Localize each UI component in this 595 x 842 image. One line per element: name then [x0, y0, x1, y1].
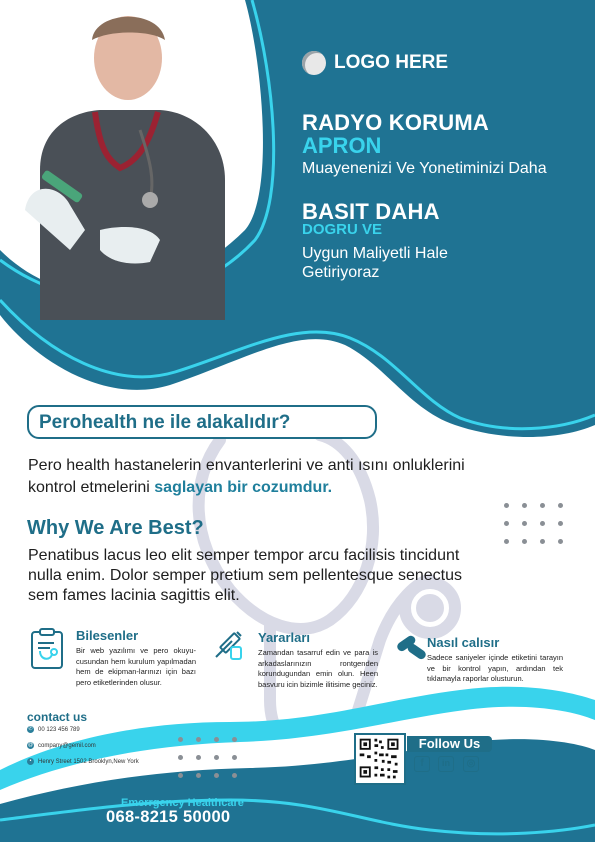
intro-highlight: saglayan bir cozumdur. [154, 479, 333, 496]
hero-text1: Muayenenizi Ve Yonetiminizi Daha [302, 160, 547, 177]
why-paragraph [28, 546, 568, 606]
why-title: Why We Are Best? [27, 517, 204, 539]
contact-address-row [27, 758, 139, 765]
facebook-icon[interactable]: f [414, 756, 430, 772]
contact-address: Henry Street 1502 Brooklyn,New York [38, 758, 139, 765]
contact-phone[interactable]: 00 123 456 789 [38, 726, 80, 733]
feature-title-1: Bilesenler [76, 628, 139, 643]
feature-body-2: Zamandan tasarruf edin ve para is arkadaslarınızın rontgenden korundugundan emin olun. Heen basvuru icin bizimle ilitisime geciniz. [258, 648, 378, 689]
contact-email-row [27, 742, 96, 749]
follow-us-label: Follow Us [407, 736, 492, 752]
feature-title-2: Yararları [258, 630, 311, 645]
feature-body-1: Bir web yazılımı ve pero okuyu-cusundan hem kurulum yapılmadan hem de ekipman-larınızı için bazı pero etiketlerinden olusur. [76, 646, 196, 687]
linkedin-icon[interactable]: in [438, 756, 454, 772]
contact-phone-row [27, 726, 80, 733]
hero-heading1-line1: RADYO KORUMA [302, 110, 489, 135]
contact-title: contact us [27, 710, 88, 724]
syringe-icon [210, 627, 246, 663]
intro-line2 [28, 477, 568, 499]
why-line1: Penatibus lacus leo elit semper tempor arcu facilisis tincidunt [28, 547, 460, 564]
phone-icon: ✆ [28, 726, 33, 732]
question-title: Perohealth ne ile alakalıdır? [39, 412, 291, 433]
logo-text: LOGO HERE [334, 52, 449, 73]
contact-email[interactable]: company@gemil.com [38, 742, 96, 749]
qr-code[interactable] [354, 733, 406, 785]
emergency-label: Emerrgency Healthcare [121, 797, 244, 809]
logo-mark [302, 51, 326, 75]
logo [302, 51, 448, 75]
emergency-phone[interactable]: 068-8215 50000 [106, 808, 231, 826]
location-icon: • [27, 758, 34, 765]
email-icon: @ [27, 742, 34, 748]
feature-title-3: Nasıl calısır [427, 635, 500, 650]
instagram-icon[interactable]: ◎ [463, 756, 479, 772]
pills-icon [393, 629, 427, 661]
question-box [27, 405, 377, 439]
dot-grid-bottom [178, 737, 237, 778]
feature-body-3: Sadece saniyeler içinde etiketini tarayın ve bir kontrol yapın, ardından tek tıklamayla raporlar olusturun. [427, 653, 563, 683]
hero-heading2-line2: DOGRU VE [302, 221, 383, 238]
dot-grid-right [504, 503, 563, 544]
intro-line1: Pero health hastanelerin envanterlerini ve anti ısını onluklerini [28, 457, 465, 474]
doctor-photo [0, 0, 250, 320]
hero-heading2-line1: BASIT DAHA [302, 199, 440, 224]
clipboard-stethoscope-icon [26, 627, 70, 671]
intro-line2-text: kontrol etmelerini [28, 479, 155, 496]
why-line2: nulla enim. Dolor semper pretium sem pellentesque senectus [28, 567, 462, 584]
hero-heading1-line2: APRON [302, 133, 382, 158]
why-line3: sem fames lacinia sagittis elit. [28, 587, 240, 604]
hero-text2-line1: Uygun Maliyetli Hale [302, 245, 448, 262]
hero-text2-line2: Getiriyoraz [302, 264, 380, 281]
intro-paragraph [28, 455, 568, 499]
